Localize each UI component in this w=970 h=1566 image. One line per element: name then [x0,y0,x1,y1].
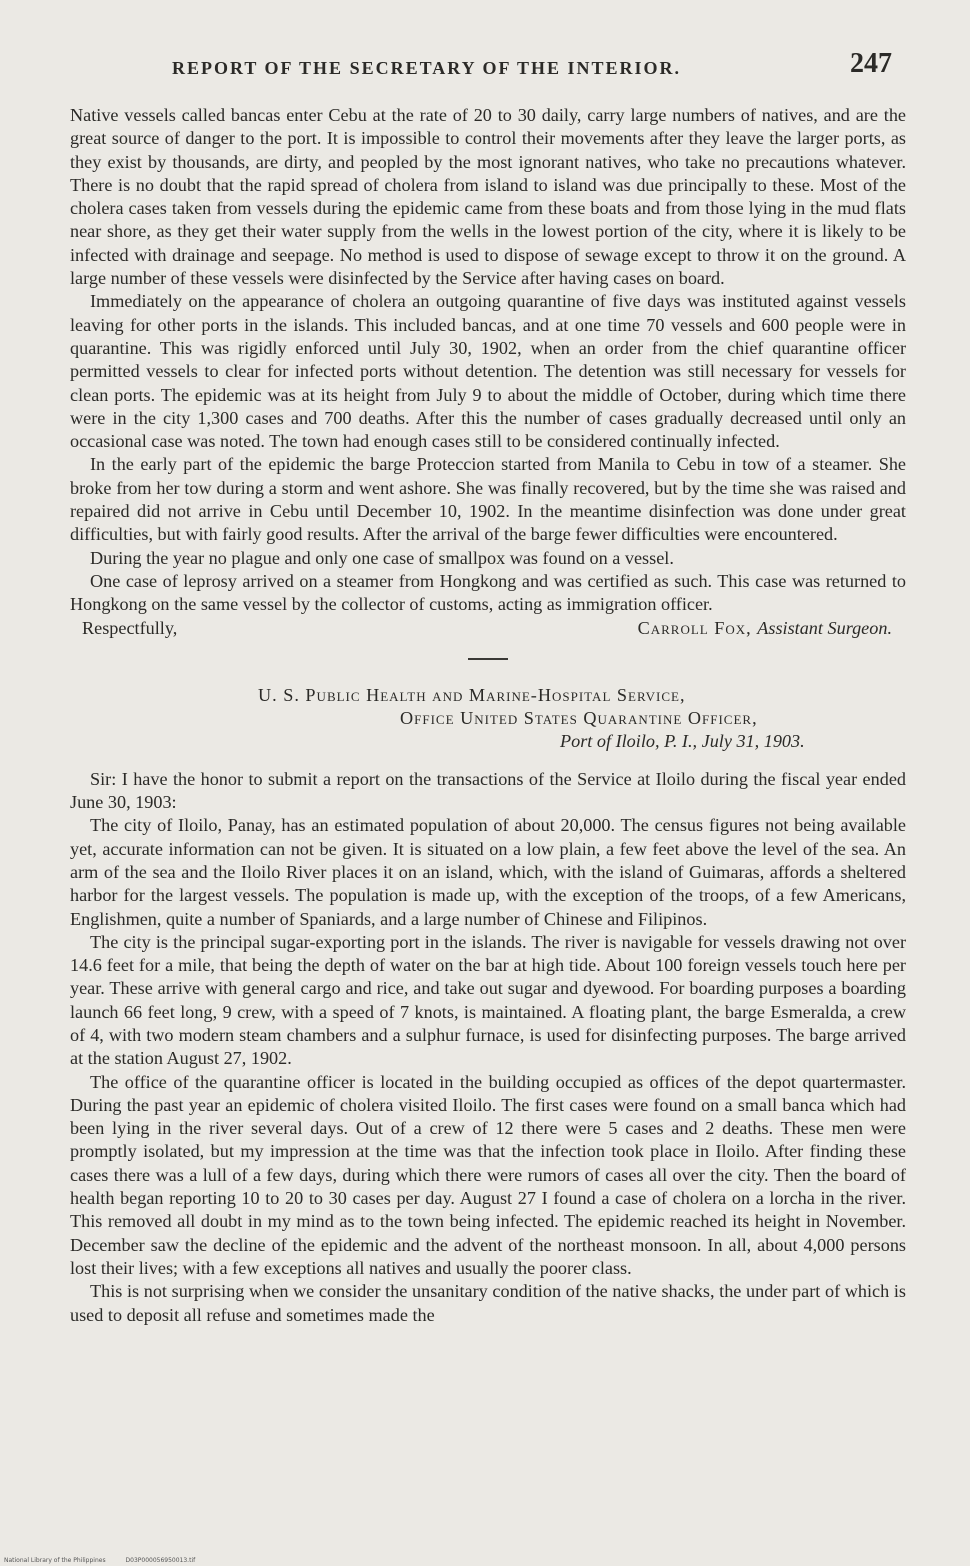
iloilo-paragraph-2: The city of Iloilo, Panay, has an estimated population of about 20,000. The census figures not being available yet, accurate information can not be given. It is situated on a low plain, a few feet above the level of the sea. An arm of the sea and the Iloilo River places it on an island, which, with the island of Guimaras, affords a sheltered harbor for the largest vessels. The population is made up, with the exception of the troops, of a few Americans, Englishmen, quite a number of Spaniards, and a large number of Chinese and Filipinos. [70,815,906,929]
office-line-1: U. S. Public Health and Marine-Hospital Service, [258,684,686,705]
cebu-paragraph-4: During the year no plague and only one case of smallpox was found on a vessel. [90,547,674,568]
cebu-paragraph-3: In the early part of the epidemic the barge Proteccion started from Manila to Cebu in tow of a steamer. She broke from her tow during a storm and went ashore. She was finally recovered, but by the time she was raised and repaired did not arrive in Cebu until December 10, 1902. In the meantime disinfection was done under great difficulties, but with fairly good results. After the arrival of the barge fewer difficulties were encountered. [70,454,906,545]
spacer [70,754,906,768]
scan-footer [4,1557,213,1564]
iloilo-paragraph-1: Sir: I have the honor to submit a report on the transactions of the Service at Iloilo during the fiscal year ended June 30, 1903: [70,768,906,813]
page-body [70,104,906,1327]
cebu-paragraph-2: Immediately on the appearance of cholera an outgoing quarantine of five days was instituted against vessels leaving for other ports in the islands. This included bancas, and at one time 70 vessels and 600 people were in quarantine. This was rigidly enforced until July 30, 1902, when an order from the chief quarantine officer permitted vessels to clear for infected ports without detention. The detention was still necessary for vessels for clean ports. The epidemic was at its height from July 9 to about the middle of October, during which time there were in the city 1,300 cases and 700 deaths. After this the number of cases gradually decreased until only an occasional case was noted. The town had enough cases still to be considered continually infected. [70,291,906,452]
signature-name: Carroll Fox, [637,617,752,638]
office-line-2: Office United States Quarantine Officer, [400,708,758,729]
signature-title: Assistant Surgeon. [757,617,892,638]
iloilo-paragraph-3: The city is the principal sugar-exporting port in the islands. The river is navigable for vessels drawing not over 14.6 feet for a mile, that being the depth of water on the bar at high tide. About 100 foreign vessels touch here per year. These arrive with general cargo and rice, and take out sugar and dyewood. For boarding purposes a boarding launch 66 feet long, 9 crew, with a speed of 7 knots, is maintained. A floating plant, the barge Esmeralda, a crew of 4, with two modern steam chambers and a sulphur furnace, is used for disinfecting purposes. The barge arrived at the station August 27, 1902. [70,931,906,1069]
section-divider [468,658,508,660]
office-line-3: Port of Iloilo, P. I., July 31, 1903. [560,731,805,752]
footer-scan-id: D03P000056950013.tif [125,1557,196,1564]
closing: Respectfully, [82,617,178,638]
signature [638,617,906,640]
iloilo-paragraph-4: The office of the quarantine officer is located in the building occupied as offices of the depot quartermaster. During the past year an epidemic of cholera visited Iloilo. The first cases were found on a small banca which had been lying in the river several days. Out of a crew of 12 there were 5 cases and 2 deaths. These men were promptly isolated, but my impression at the time was that the infection took place in Iloilo. After finding these cases there was a lull of a few days, during which there were rumors of cases all over the city. Then the board of health began reporting 10 to 20 to 30 cases per day. August 27 I found a case of cholera on a lorcha in the river. This removed all doubt in my mind as to the town being infected. The epidemic reached its height in November. December saw the decline of the epidemic and the advent of the northeast monsoon. In all, about 4,000 persons lost their lives; with a few exceptions all natives and usually the poorer class. [70,1071,906,1278]
running-title: REPORT OF THE SECRETARY OF THE INTERIOR. [172,58,681,78]
iloilo-paragraph-5: This is not surprising when we consider the unsanitary condition of the native shacks, the under part of which is used to deposit all refuse and sometimes made the [70,1281,906,1325]
cebu-paragraph-5: One case of leprosy arrived on a steamer from Hongkong and was certified as such. This case was returned to Hongkong on the same vessel by the collector of customs, acting as immigration officer. [70,570,906,615]
signature-row [70,617,906,640]
page-header [172,48,892,88]
footer-library: National Library of the Philippines [4,1557,106,1564]
page-number: 247 [850,48,892,79]
office-heading [70,684,906,754]
cebu-paragraph-1: Native vessels called bancas enter Cebu at the rate of 20 to 30 daily, carry large numbers of natives, and are the great source of danger to the port. It is impossible to control their movements after they leave the larger ports, as they exist by thousands, are dirty, and peopled by the most ignorant natives, who take no precautions whatever. There is no doubt that the rapid spread of cholera from island to island was due principally to these. Most of the cholera cases taken from vessels during the epidemic came from these boats and from those lying in the mud flats near shore, as they get their water supply from the wells in the lowest portion of the city, where it is likely to be infected with drainage and seepage. No method is used to dispose of sewage except to throw it on the ground. A large number of these vessels were disinfected by the Service after having cases on board. [70,105,906,289]
